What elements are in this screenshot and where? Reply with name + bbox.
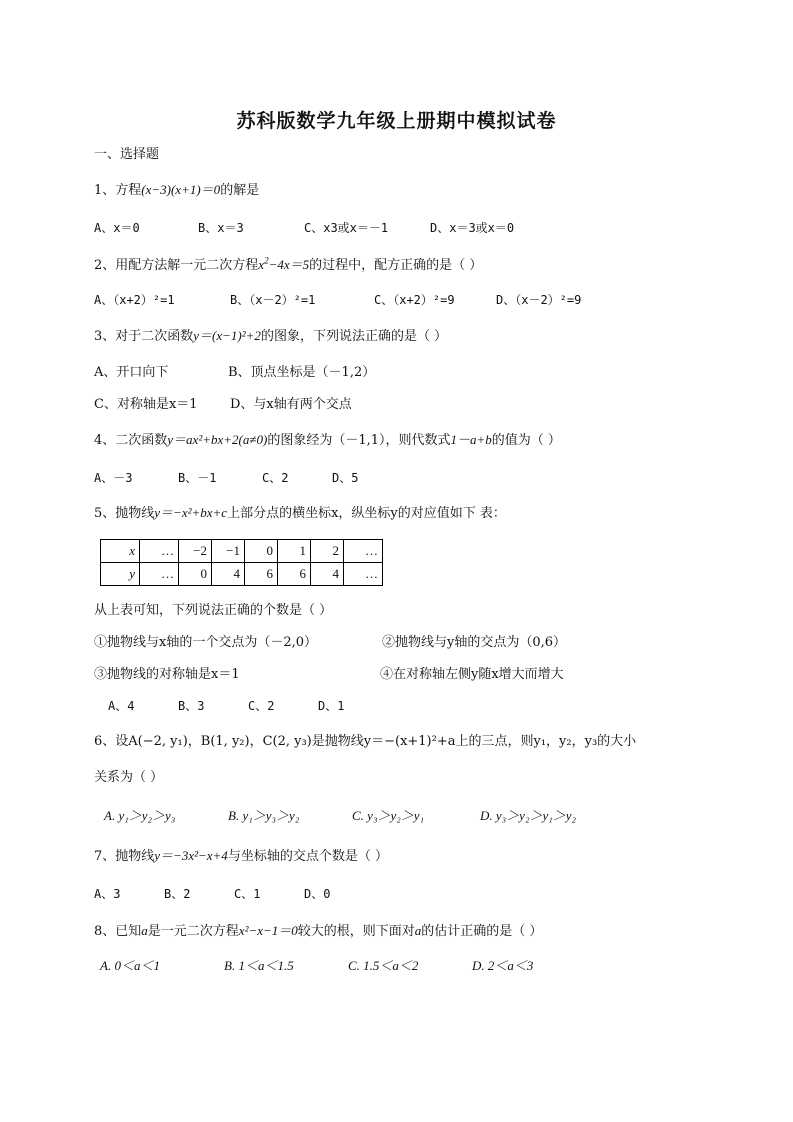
question-4: [94, 431, 561, 450]
q8-variable: a: [141, 923, 148, 938]
q7-option-a: A、3: [94, 887, 121, 901]
table-cell: 1: [278, 540, 311, 563]
q6-option-d: D. y₃＞y₂＞y₁＞y₂: [480, 808, 577, 823]
q4-expression: y＝ax²+bx+2(a≠0): [167, 432, 268, 447]
q3-option-c: C、对称轴是x＝1: [94, 397, 198, 412]
q7-option-b: B、2: [164, 887, 191, 901]
table-cell: 2: [311, 540, 344, 563]
question-8: [94, 922, 542, 941]
q5-expression: y＝−x²+bx+c: [154, 505, 228, 520]
q6-option-a: A. y₁＞y₂＞y₃: [104, 808, 176, 823]
question-7: [94, 847, 388, 866]
table-cell: −1: [212, 540, 245, 563]
q1-prefix: 1、方程: [94, 183, 142, 198]
q5-option-b: B、3: [178, 699, 205, 713]
q1-option-a: A、x＝0: [94, 221, 140, 235]
question-6-continued: 关系为（ ）: [94, 770, 164, 785]
q8-prefix: 8、已知: [94, 924, 142, 939]
q4-option-c: C、2: [262, 471, 289, 485]
q7-option-c: C、1: [234, 887, 261, 901]
question-3: [94, 327, 447, 346]
q5-statement-1: ①抛物线与x轴的一个交点为（－2,0）: [94, 635, 318, 650]
table-cell: …: [140, 563, 179, 586]
page-title: 苏科版数学九年级上册期中模拟试卷: [236, 110, 557, 132]
q4-suffix: 的值为（ ）: [491, 433, 561, 448]
q2-option-a: A、（x+2）²=1: [94, 293, 175, 307]
q5-suffix: 上部分点的横坐标x，纵坐标y的对应值如下 表：: [227, 506, 506, 521]
q7-option-d: D、0: [304, 887, 331, 901]
q8-mid-2: 较大的根，则下面对: [297, 924, 415, 939]
q5-prefix: 5、抛物线: [94, 506, 155, 521]
q8-option-d: D. 2＜a＜3: [472, 958, 534, 973]
q8-mid: 是一元二次方程: [147, 924, 239, 939]
q5-question: 从上表可知，下列说法正确的个数是（ ）: [94, 603, 333, 618]
q2-expression: $x^2-4x=5$: [258, 255, 310, 272]
q1-option-d: D、x＝3或x＝0: [430, 221, 515, 235]
table-cell: y: [101, 563, 140, 586]
q5-statement-4: ④在对称轴左侧y随x增大而增大: [380, 667, 564, 682]
q8-option-b: B. 1＜a＜1.5: [224, 958, 294, 973]
q3-option-d: D、与x轴有两个交点: [230, 397, 352, 412]
q8-option-c: C. 1.5＜a＜2: [348, 958, 419, 973]
q3-expression: y＝(x−1)²+2: [193, 328, 261, 343]
q8-option-a: A. 0＜a＜1: [100, 958, 160, 973]
table-cell: 4: [212, 563, 245, 586]
table-cell: …: [140, 540, 179, 563]
table-cell: x: [101, 540, 140, 563]
table-cell: 4: [311, 563, 344, 586]
q1-option-c: C、x3或x＝－1: [304, 221, 389, 235]
table-cell: 6: [245, 563, 278, 586]
q1-option-b: B、x＝3: [198, 221, 244, 235]
q3-suffix: 的图象，下列说法正确的是（ ）: [260, 329, 448, 344]
q5-option-c: C、2: [248, 699, 275, 713]
q4-option-a: A、－3: [94, 471, 133, 485]
q4-prefix: 4、二次函数: [94, 433, 168, 448]
value-table: [100, 539, 383, 586]
q8-expression: x²−x−1＝0: [238, 923, 298, 938]
table-cell: 6: [278, 563, 311, 586]
q5-option-d: D、1: [318, 699, 345, 713]
q3-option-a: A、开口向下: [94, 365, 169, 380]
q2-option-d: D、（x－2）²=9: [496, 293, 582, 307]
q1-expression: (x−3)(x+1)＝0: [141, 182, 221, 197]
q6-option-b: B. y₁＞y₃＞y₂: [228, 808, 300, 823]
q4-option-b: B、－1: [178, 471, 217, 485]
table-cell: …: [344, 563, 383, 586]
table-row-x: [101, 540, 383, 563]
q3-prefix: 3、对于二次函数: [94, 329, 194, 344]
question-5: [94, 504, 506, 523]
table-cell: …: [344, 540, 383, 563]
q4-option-d: D、5: [332, 471, 359, 485]
table-cell: −2: [179, 540, 212, 563]
q6-option-c: C. y₃＞y₂＞y₁: [352, 808, 425, 823]
q2-suffix: 的过程中，配方正确的是（ ）: [309, 258, 483, 273]
q7-expression: y＝−3x²−x+4: [154, 848, 228, 863]
q8-variable-2: a: [414, 923, 422, 938]
question-1: [94, 181, 259, 200]
q5-statement-2: ②抛物线与y轴的交点为（0,6）: [382, 635, 567, 650]
q1-suffix: 的解是: [220, 183, 260, 198]
table-cell: 0: [245, 540, 278, 563]
table-cell: 0: [179, 563, 212, 586]
q4-mid: 的图象经为（－1,1），则代数式: [267, 433, 451, 448]
q8-suffix: 的估计正确的是（ ）: [421, 924, 543, 939]
q4-expression-2: 1－a+b: [450, 432, 492, 447]
question-6: 6、设A(−2, y₁)，B(1, y₂)，C(2, y₃)是抛物线y＝−(x+1)²+a上的三点，则y₁，y₂，y₃的大小: [94, 734, 637, 749]
q3-option-b: B、顶点坐标是（－1,2）: [228, 365, 376, 380]
q7-suffix: 与坐标轴的交点个数是（ ）: [227, 849, 388, 864]
q2-option-b: B、（x－2）²=1: [230, 293, 316, 307]
q7-prefix: 7、抛物线: [94, 849, 155, 864]
q5-option-a: A、4: [108, 699, 135, 713]
question-2: [94, 256, 482, 275]
q5-statement-3: ③抛物线的对称轴是x＝1: [94, 667, 240, 682]
q2-prefix: 2、用配方法解一元二次方程: [94, 258, 259, 273]
section-heading: 一、选择题: [94, 147, 160, 162]
table-row-y: [101, 563, 383, 586]
q2-option-c: C、（x+2）²=9: [374, 293, 455, 307]
